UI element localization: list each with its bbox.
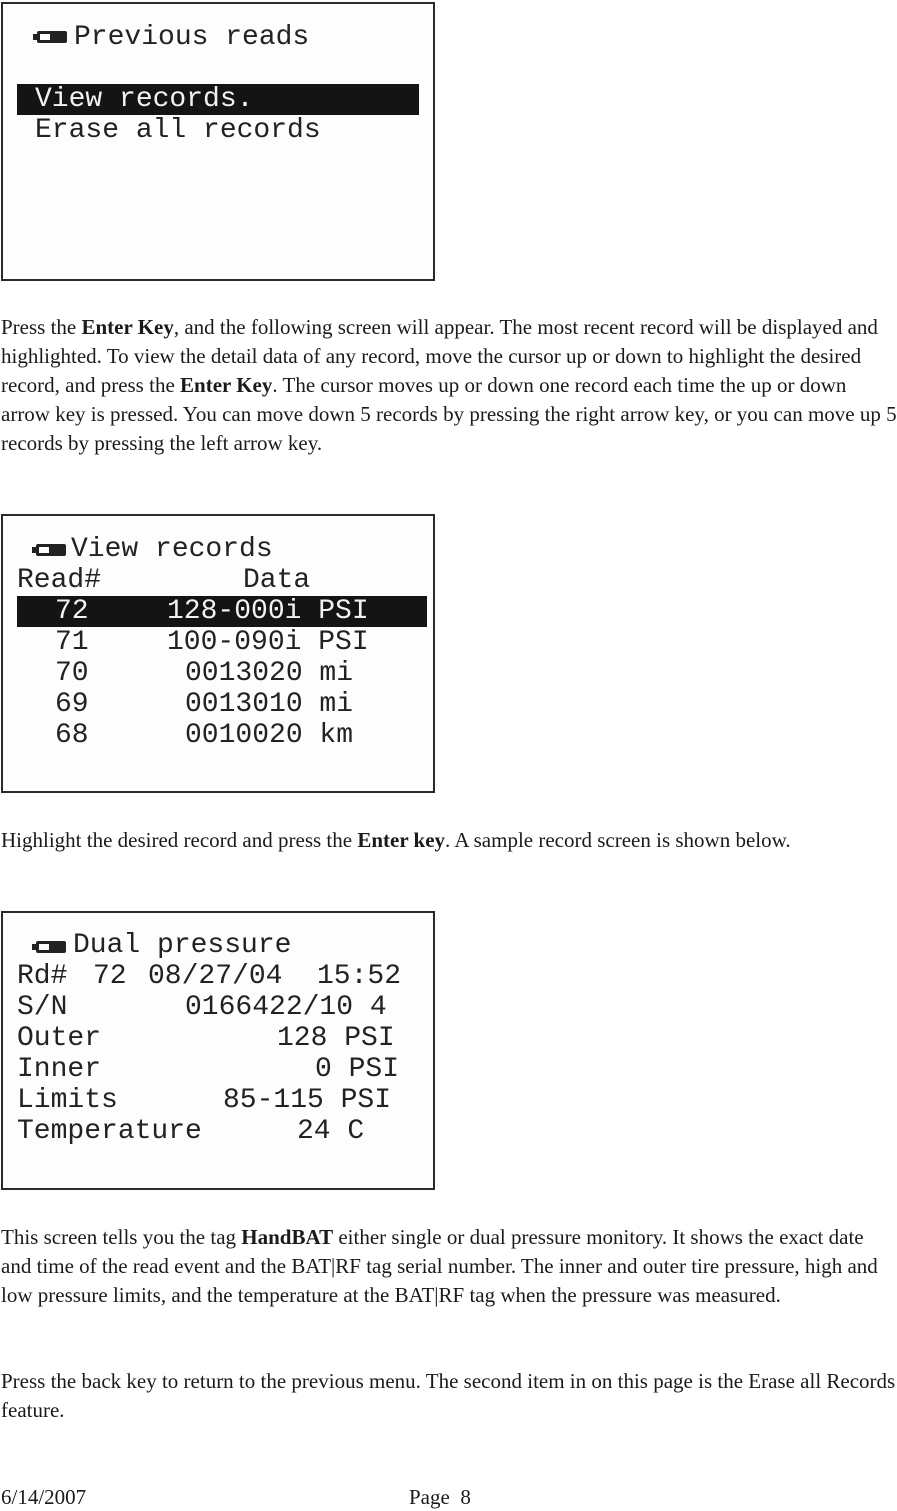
record-header-row [3,961,433,992]
inner-pressure-row: Inner 0 PSI [17,1054,400,1085]
read-time: 15:52 [317,961,402,992]
paragraph-highlight-record: Highlight the desired record and press the Enter key. A sample record screen is shown below. [1,828,791,852]
outer-pressure-row: Outer 128 PSI [17,1023,395,1054]
paragraph-enter-key-instructions: Press the Enter Key, and the following screen will appear. The most recent record will be displayed and highlighted. To view the detail data of any record, move the cursor up or down to highlight the desired record, and press the Enter Key. The cursor moves up or down one record each time the up or down arrow key is pressed. You can move down 5 records by pressing the right arrow key, or you can move up 5 records by pressing the left arrow key. [1,315,897,455]
serial-number-row: S/N 0166422/10 4 [17,992,387,1023]
screen-view-records [1,514,435,793]
menu-item-erase-all-records[interactable]: Erase all records [35,115,321,146]
column-headers [3,565,433,596]
read-date: 08/27/04 [148,961,283,992]
column-header-data: Data [243,565,311,596]
footer-date: 6/14/2007 [1,1485,87,1509]
read-number: 72 [93,961,127,992]
table-row[interactable]: 69 0013010 mi [55,689,354,720]
page-label: Page [409,1485,450,1509]
column-header-read: Read# [17,565,102,596]
limits-row: Limits 85-115 PSI [17,1085,392,1116]
menu-item-view-records[interactable]: View records. [17,84,419,115]
paragraph-screen-explanation: This screen tells you the tag HandBAT either single or dual pressure monitory. It shows the exact date and time of the read event and the BAT|RF tag serial number. The inner and outer tire pressure, high and low pressure limits, and the temperature at the BAT|RF tag when the pressure was measured. [1,1225,878,1307]
screen-title: Previous reads [74,22,310,53]
footer-page [409,1484,471,1510]
paragraph-back-key: Press the back key to return to the previous menu. The second item in on this page is the Erase all Records feature. [1,1369,896,1422]
table-row[interactable]: 68 0010020 km [55,720,354,751]
table-row[interactable]: 70 0013020 mi [55,658,354,689]
read-number-label: Rd# [17,961,68,992]
screen-dual-pressure [1,911,435,1190]
table-row[interactable]: 71 100-090i PSI [55,627,369,658]
temperature-row: Temperature 24 C [17,1116,365,1147]
screen-previous-reads [1,2,435,281]
page-number: 8 [460,1485,471,1509]
table-row[interactable]: 72 128-000i PSI [17,596,427,627]
screen-title: View records [71,534,273,565]
screen-title: Dual pressure [73,930,292,961]
